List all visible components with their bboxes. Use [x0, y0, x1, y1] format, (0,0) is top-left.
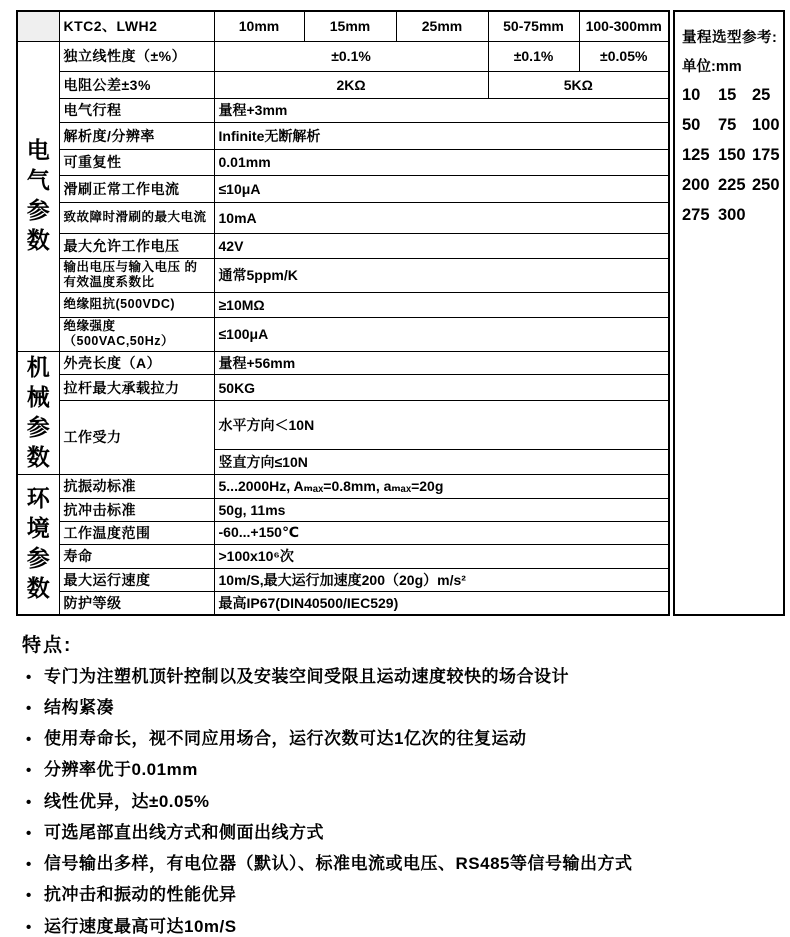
row-label: 抗冲击标准 — [59, 498, 214, 521]
row-wiper-current — [17, 175, 669, 202]
row-insulation-resistance — [17, 292, 669, 317]
row-temp-coefficient — [17, 258, 669, 292]
row-label: 电气行程 — [59, 98, 214, 122]
range-reference-unit: 单位:mm — [682, 59, 742, 75]
feature-item — [22, 759, 790, 781]
feature-text: 线性优异，达±0.05% — [44, 791, 210, 811]
range-value: 50 — [682, 116, 701, 134]
model-header: KTC2、LWH2 — [59, 11, 214, 41]
row-label: 最大允许工作电压 — [59, 233, 214, 258]
feature-item — [22, 728, 790, 750]
row-value-horizontal: 水平方向＜10N — [214, 401, 669, 450]
bullet-icon: • — [26, 856, 32, 874]
range-value: 250 — [752, 176, 780, 194]
row-label: 独立线性度（±%） — [59, 41, 214, 71]
row-label: 可重复性 — [59, 149, 214, 175]
row-label: 拉杆最大承载拉力 — [59, 375, 214, 401]
row-label: 外壳长度（A） — [59, 352, 214, 375]
feature-item — [22, 666, 790, 688]
range-col-100-300mm: 100-300mm — [579, 11, 669, 41]
section-electrical-label: 电气参数 — [26, 137, 50, 254]
features-title: 特点: — [22, 634, 73, 656]
row-label: 致故障时滑刷的最大电流 — [59, 202, 214, 233]
row-lifespan — [17, 544, 669, 568]
range-reference-title: 量程选型参考: — [682, 30, 778, 46]
row-label: 最大运行速度 — [59, 568, 214, 591]
range-value: 15 — [718, 86, 737, 104]
bullet-icon: • — [26, 699, 32, 717]
section-mechanical-label: 机械参数 — [26, 354, 50, 470]
range-value: 275 — [682, 206, 710, 224]
range-value: 125 — [682, 146, 710, 164]
row-linearity — [17, 41, 669, 71]
section-environmental — [17, 474, 59, 615]
feature-item — [22, 884, 790, 906]
range-value: 10 — [682, 86, 701, 104]
feature-item — [22, 822, 790, 844]
bullet-icon: • — [26, 731, 32, 749]
row-label: 工作受力 — [59, 401, 214, 475]
range-value: 25 — [752, 86, 771, 104]
row-value: ≤100μA — [214, 317, 669, 351]
row-label: 绝缘阻抗(500VDC) — [59, 292, 214, 317]
row-repeatability — [17, 149, 669, 175]
row-value: ±0.05% — [579, 41, 669, 71]
row-value: 10mA — [214, 202, 669, 233]
feature-text: 结构紧凑 — [44, 697, 114, 717]
feature-text: 使用寿命长，视不同应用场合，运行次数可达1亿次的往复运动 — [44, 729, 527, 749]
row-value: -60...+150℃ — [214, 521, 669, 544]
feature-item — [22, 853, 790, 875]
row-value: 量程+3mm — [214, 98, 669, 122]
row-label: 解析度/分辨率 — [59, 122, 214, 149]
row-shock — [17, 498, 669, 521]
row-label: 工作温度范围 — [59, 521, 214, 544]
row-electrical-travel — [17, 98, 669, 122]
row-value: 42V — [214, 233, 669, 258]
bullet-icon: • — [26, 887, 32, 905]
row-vibration — [17, 474, 669, 498]
row-resolution — [17, 122, 669, 149]
feature-text: 可选尾部直出线方式和侧面出线方式 — [44, 822, 324, 842]
feature-text: 抗冲击和振动的性能优异 — [44, 885, 237, 905]
range-col-25mm: 25mm — [396, 11, 488, 41]
row-value: 50KG — [214, 375, 669, 401]
range-reference-values — [682, 86, 779, 225]
row-label: 寿命 — [59, 544, 214, 568]
range-value: 75 — [718, 116, 737, 134]
row-value: 2KΩ — [214, 71, 488, 98]
range-value: 200 — [682, 176, 710, 194]
row-label: 防护等级 — [59, 591, 214, 615]
bullet-icon: • — [26, 824, 32, 842]
row-label: 抗振动标准 — [59, 474, 214, 498]
row-value: >100x10⁶次 — [214, 544, 669, 568]
bullet-icon: • — [26, 668, 32, 686]
range-reference-panel — [673, 10, 785, 616]
row-value: Infinite无断解析 — [214, 122, 669, 149]
header-row — [17, 11, 669, 41]
row-value: 10m/S,最大运行加速度200（20g）m/s² — [214, 568, 669, 591]
row-value: ≤10μA — [214, 175, 669, 202]
range-col-50-75mm: 50-75mm — [488, 11, 579, 41]
row-value: 0.01mm — [214, 149, 669, 175]
row-resistance-tolerance — [17, 71, 669, 98]
row-label: 电阻公差±3% — [59, 71, 214, 98]
section-electrical — [17, 41, 59, 352]
row-label: 滑刷正常工作电流 — [59, 175, 214, 202]
row-value: ±0.1% — [488, 41, 579, 71]
row-label: 绝缘强度（500VAC,50Hz） — [59, 317, 214, 351]
range-value: 175 — [752, 146, 780, 164]
row-value: 5...2000Hz, Aₘₐₓ=0.8mm, aₘₐₓ=20g — [214, 474, 669, 498]
bullet-icon: • — [26, 762, 32, 780]
row-value: 最高IP67(DIN40500/IEC529) — [214, 591, 669, 615]
bullet-icon: • — [26, 918, 32, 936]
row-value: 50g, 11ms — [214, 498, 669, 521]
row-value: 量程+56mm — [214, 352, 669, 375]
row-value: 通常5ppm/K — [214, 258, 669, 292]
section-environmental-label: 环境参数 — [26, 485, 50, 601]
section-mechanical — [17, 352, 59, 475]
feature-text: 分辨率优于0.01mm — [44, 760, 198, 780]
spec-table — [16, 10, 670, 616]
row-working-force — [17, 401, 669, 450]
bullet-icon: • — [26, 793, 32, 811]
range-col-15mm: 15mm — [304, 11, 396, 41]
row-max-voltage — [17, 233, 669, 258]
range-value: 225 — [718, 176, 746, 194]
row-value: ≥10MΩ — [214, 292, 669, 317]
row-max-speed — [17, 568, 669, 591]
range-value: 300 — [718, 206, 746, 224]
row-rod-max-load — [17, 375, 669, 401]
row-protection — [17, 591, 669, 615]
spec-area — [16, 10, 790, 616]
feature-item — [22, 697, 790, 719]
feature-text: 运行速度最高可达10m/S — [44, 916, 237, 936]
row-temp-range — [17, 521, 669, 544]
range-col-10mm: 10mm — [214, 11, 304, 41]
features-section — [22, 630, 790, 937]
range-value: 100 — [752, 116, 780, 134]
row-housing-length — [17, 352, 669, 375]
feature-text: 专门为注塑机顶针控制以及安装空间受限且运动速度较快的场合设计 — [44, 666, 569, 686]
row-value: ±0.1% — [214, 41, 488, 71]
row-fault-current — [17, 202, 669, 233]
corner-cell — [17, 11, 59, 41]
feature-text: 信号输出多样，有电位器（默认）、标准电流或电压、RS485等信号输出方式 — [44, 854, 633, 874]
range-value: 150 — [718, 146, 746, 164]
feature-item — [22, 916, 790, 937]
feature-item — [22, 791, 790, 813]
row-value-vertical: 竖直方向≤10N — [214, 449, 669, 474]
row-insulation-strength — [17, 317, 669, 351]
row-label: 输出电压与输入电压 的有效温度系数比 — [59, 258, 214, 292]
row-value: 5KΩ — [488, 71, 669, 98]
